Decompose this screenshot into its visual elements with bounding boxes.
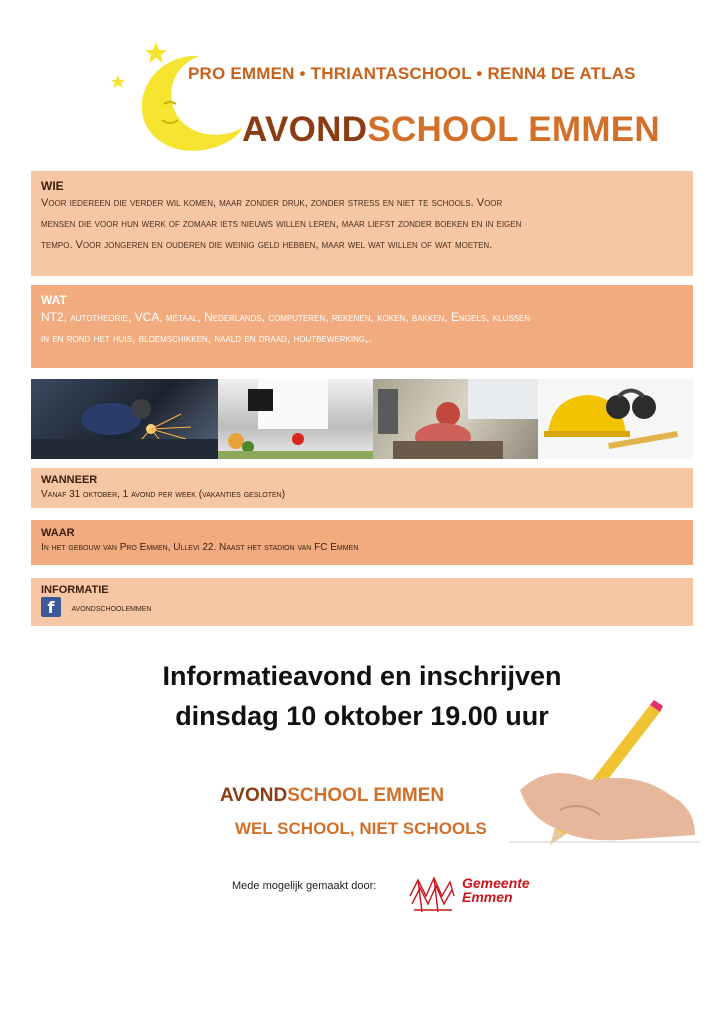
event-date: dinsdag 10 oktober 19.00 uur — [175, 701, 549, 731]
title-part1: AVOND — [242, 110, 368, 149]
wanneer-heading: WANNEER — [41, 474, 98, 486]
facebook-link[interactable] — [41, 597, 683, 617]
wanneer-section — [31, 468, 693, 508]
waar-heading: WAAR — [41, 527, 75, 539]
gemeente-emmen-logo-icon — [408, 870, 456, 914]
wie-line3: tempo. Voor jongeren en ouderen die weinig geld hebben, maar wel wat willen of wat moeten. — [41, 239, 493, 251]
waar-text: In het gebouw van Pro Emmen, Ullevi 22. Naast het stadion van FC Emmen — [41, 542, 359, 553]
cooking-photo — [218, 379, 373, 459]
welding-photo — [31, 379, 218, 459]
made-possible-text: Mede mogelijk gemaakt door: — [232, 880, 377, 892]
safety-gear-photo — [538, 379, 693, 459]
hand-pencil-icon — [500, 700, 700, 850]
informatie-section — [31, 578, 693, 626]
footer-title-part2: SCHOOL EMMEN — [287, 785, 445, 806]
sponsor-line1: Gemeente — [462, 875, 530, 891]
wat-line2: in en rond het huis, bloemschikken, naald en draad, houtbewerking,. — [41, 331, 372, 345]
wat-section — [31, 285, 693, 368]
wie-line1: Voor iedereen die verder wil komen, maar zonder druk, zonder stress en niet te schools. Voor — [41, 197, 503, 209]
informatie-heading: INFORMATIE — [41, 584, 109, 596]
studying-photo — [373, 379, 538, 459]
footer-title-part1: AVOND — [220, 785, 288, 806]
event-title: Informatieavond en inschrijven — [162, 661, 562, 691]
wat-heading: WAT — [41, 293, 67, 307]
moon-logo-icon — [108, 40, 248, 155]
sponsor-name — [462, 876, 530, 904]
photo-strip — [31, 379, 693, 459]
sponsor-line2: Emmen — [462, 889, 513, 905]
title-part2: SCHOOL EMMEN — [367, 110, 661, 149]
facebook-handle[interactable]: avondschoolemmen — [71, 603, 152, 615]
wie-line2: mensen die voor hun werk of zomaar iets nieuws willen leren, maar liefst zonder boeken en in eigen — [41, 218, 522, 230]
waar-section — [31, 520, 693, 565]
facebook-icon[interactable]: f — [41, 597, 61, 617]
page-title — [242, 110, 660, 150]
footer-slogan: WEL SCHOOL, NIET SCHOOLS — [235, 819, 487, 838]
school-partners-tagline: PRO EMMEN • THRIANTASCHOOL • RENN4 DE ATLAS — [188, 64, 636, 83]
footer-title — [220, 785, 444, 807]
wie-section — [31, 171, 693, 276]
wie-heading: WIE — [41, 179, 64, 193]
wat-line1: NT2, autotheorie, VCA, metaal, Nederlands, computeren, rekenen, koken, bakken, Engels, klussen — [41, 310, 531, 324]
wanneer-text: Vanaf 31 oktober, 1 avond per week (vakanties gesloten) — [41, 489, 286, 500]
